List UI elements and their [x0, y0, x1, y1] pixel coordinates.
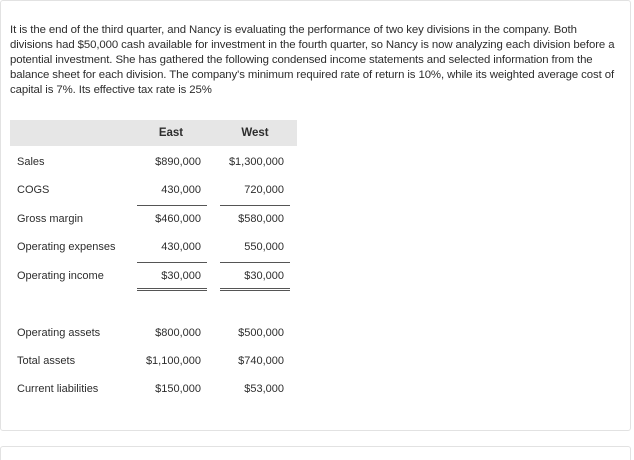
sales-east: $890,000 [155, 156, 201, 168]
row-label-operating-expenses: Operating expenses [17, 241, 116, 253]
total-assets-east: $1,100,000 [145, 355, 201, 367]
row-label-operating-income: Operating income [17, 270, 104, 282]
row-label-cogs: COGS [17, 184, 50, 196]
current-liabilities-west: $53,000 [244, 383, 284, 395]
row-label-total-assets: Total assets [17, 355, 76, 367]
row-label-current-liabilities: Current liabilities [17, 383, 99, 395]
subtotal-rule-west-2 [220, 262, 290, 263]
row-label-gross-margin: Gross margin [17, 213, 84, 225]
gross-margin-west: $580,000 [238, 213, 284, 225]
operating-expenses-west: 550,000 [244, 241, 284, 253]
row-label-sales: Sales [17, 156, 45, 168]
problem-text: It is the end of the third quarter, and Nancy is evaluating the performance of two key divisions in the company. Both divisions had $50,000 cash available for investment in the fourth quarter, so Nancy is now analyzing each division before a potential investment. She has gathered the following condensed income statements and selected information from the balance sheet for each division. The company's minimum required rate of return is 10%, while its weighted average cost of capital is 7%. Its effective tax rate is 25% [10, 24, 615, 97]
next-card [0, 446, 631, 460]
row-label-operating-assets: Operating assets [17, 327, 101, 339]
subtotal-rule-west [220, 205, 290, 206]
operating-assets-west: $500,000 [238, 327, 284, 339]
operating-income-west: $30,000 [244, 270, 284, 282]
operating-assets-east: $800,000 [155, 327, 201, 339]
current-liabilities-east: $150,000 [155, 383, 201, 395]
cogs-east: 430,000 [161, 184, 201, 196]
total-double-rule-east [137, 288, 207, 291]
column-header-east: East [158, 127, 184, 139]
sales-west: $1,300,000 [228, 156, 284, 168]
operating-income-east: $30,000 [161, 270, 201, 282]
subtotal-rule-east [137, 205, 207, 206]
cogs-west: 720,000 [244, 184, 284, 196]
total-assets-west: $740,000 [238, 355, 284, 367]
column-header-west: West [241, 127, 269, 139]
total-double-rule-west [220, 288, 290, 291]
subtotal-rule-east-2 [137, 262, 207, 263]
gross-margin-east: $460,000 [155, 213, 201, 225]
operating-expenses-east: 430,000 [161, 241, 201, 253]
